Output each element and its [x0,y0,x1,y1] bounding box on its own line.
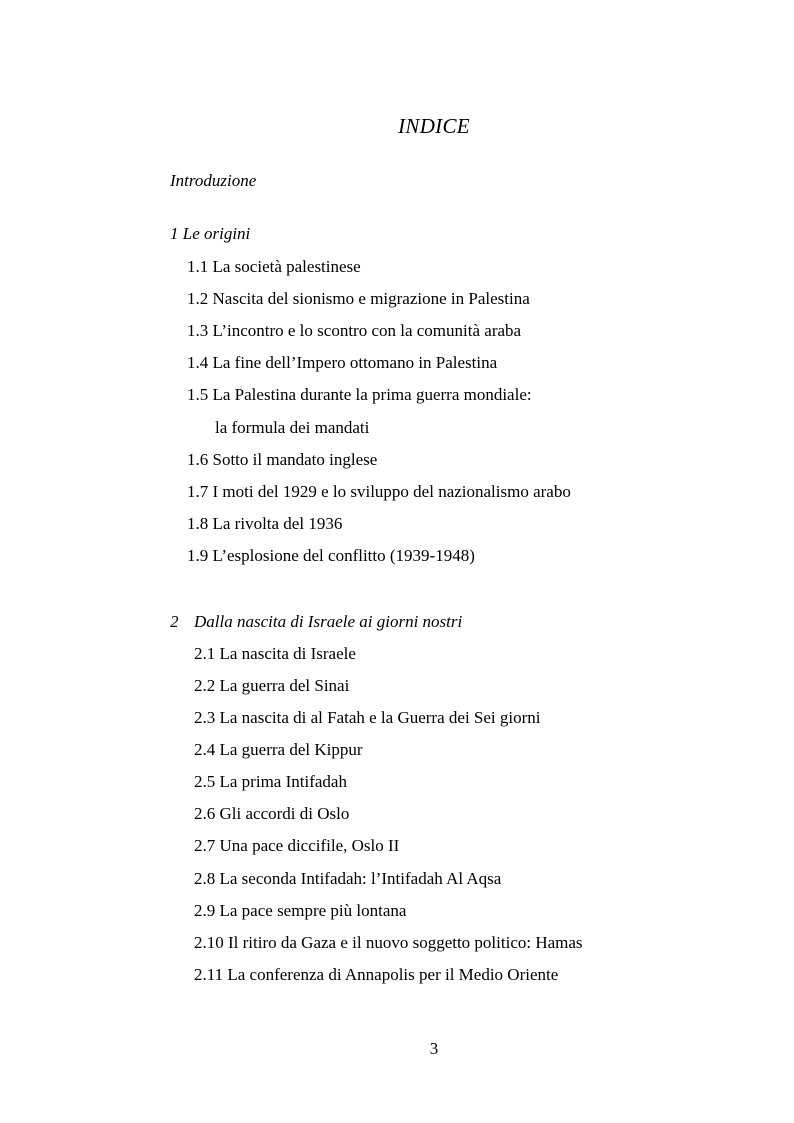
toc-entry-1-8: 1.8 La rivolta del 1936 [187,514,343,533]
toc-entry-1-4: 1.4 La fine dell’Impero ottomano in Palestina [187,353,498,372]
page-title: INDICE [398,114,470,138]
toc-entry-1-7: 1.7 I moti del 1929 e lo sviluppo del nazionalismo arabo [187,482,571,501]
page-number: 3 [429,1039,439,1058]
toc-entry-1-9: 1.9 L’esplosione del conflitto (1939-1948) [187,546,475,565]
toc-introduction: Introduzione [170,171,257,190]
toc-entry-2-6: 2.6 Gli accordi di Oslo [194,804,350,823]
toc-entry-2-4: 2.4 La guerra del Kippur [194,740,363,759]
toc-entry-2-10: 2.10 Il ritiro da Gaza e il nuovo soggetto politico: Hamas [194,933,583,952]
toc-entry-2-1: 2.1 La nascita di Israele [194,644,356,663]
toc-entry-1-1: 1.1 La società palestinese [187,257,361,276]
toc-entry-2-2: 2.2 La guerra del Sinai [194,676,350,695]
toc-entry-2-11: 2.11 La conferenza di Annapolis per il Medio Oriente [194,965,559,984]
toc-entry-2-7: 2.7 Una pace diccifile, Oslo II [194,836,400,855]
toc-entry-2-5: 2.5 La prima Intifadah [194,772,347,791]
toc-entry-1-3: 1.3 L’incontro e lo scontro con la comunità araba [187,321,522,340]
toc-entry-1-2: 1.2 Nascita del sionismo e migrazione in Palestina [187,289,530,308]
toc-chapter-2-number: 2 [170,612,179,631]
toc-entry-2-8: 2.8 La seconda Intifadah: l’Intifadah Al Aqsa [194,869,502,888]
toc-entry-1-5-continuation: la formula dei mandati [215,418,370,437]
toc-entry-1-6: 1.6 Sotto il mandato inglese [187,450,378,469]
toc-chapter-2-title: Dalla nascita di Israele ai giorni nostri [194,612,463,631]
toc-entry-1-5: 1.5 La Palestina durante la prima guerra mondiale: [187,385,532,404]
toc-chapter-1-heading: 1 Le origini [170,224,251,243]
toc-entry-2-3: 2.3 La nascita di al Fatah e la Guerra dei Sei giorni [194,708,541,727]
toc-chapter-2-heading [170,611,462,633]
toc-entry-2-9: 2.9 La pace sempre più lontana [194,901,407,920]
